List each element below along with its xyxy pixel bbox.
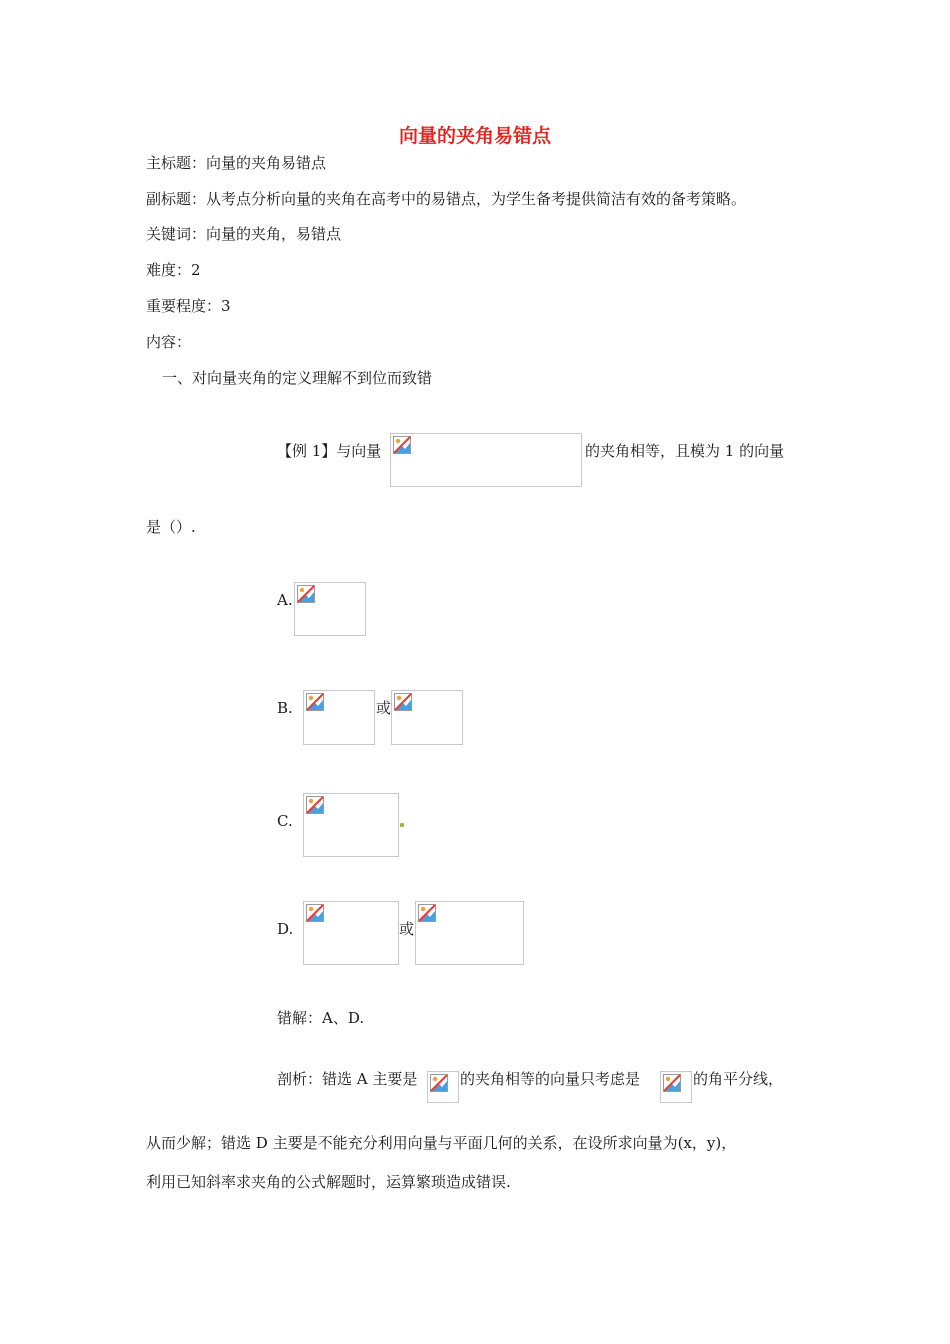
content-label: 内容： bbox=[146, 333, 192, 351]
analysis-suffix: 的角平分线， bbox=[693, 1070, 784, 1088]
analysis-image-1 bbox=[427, 1071, 459, 1103]
main-title-line: 主标题：向量的夹角易错点 bbox=[146, 154, 327, 172]
example1-suffix: 的夹角相等，且模为 1 的向量 bbox=[585, 442, 785, 460]
option-d-or: 或 bbox=[399, 920, 415, 938]
analysis-middle: 的夹角相等的向量只考虑是 bbox=[460, 1070, 641, 1088]
broken-image-icon bbox=[306, 796, 324, 814]
analysis-line-2: 从而少解；错选 D 主要是不能充分利用向量与平面几何的关系，在设所求向量为(x，y)， bbox=[146, 1134, 737, 1152]
importance-line: 重要程度：3 bbox=[146, 297, 231, 315]
option-b-label: B. bbox=[277, 699, 293, 717]
broken-image-icon bbox=[393, 436, 411, 454]
keywords-line: 关键词：向量的夹角，易错点 bbox=[146, 225, 342, 243]
broken-image-icon bbox=[297, 585, 315, 603]
option-a-image bbox=[294, 582, 366, 636]
option-c-image bbox=[303, 793, 399, 857]
example1-prefix: 【例 1】与向量 bbox=[277, 442, 382, 460]
option-a-label: A. bbox=[277, 591, 293, 609]
example1-tail: 是（）. bbox=[146, 518, 196, 536]
analysis-prefix: 剖析：错选 A 主要是 bbox=[277, 1070, 418, 1088]
broken-image-icon bbox=[306, 693, 324, 711]
subtitle-line: 副标题：从考点分析向量的夹角在高考中的易错点，为学生备考提供简洁有效的备考策略。 bbox=[146, 190, 747, 208]
broken-image-icon bbox=[394, 693, 412, 711]
wrong-answer-line: 错解：A、D. bbox=[277, 1009, 365, 1027]
broken-image-icon bbox=[306, 904, 324, 922]
edit-mark bbox=[400, 823, 404, 827]
analysis-image-2 bbox=[660, 1071, 692, 1103]
difficulty-line: 难度：2 bbox=[146, 261, 201, 279]
broken-image-icon bbox=[430, 1074, 448, 1092]
analysis-line-3: 利用已知斜率求夹角的公式解题时，运算繁琐造成错误. bbox=[146, 1173, 511, 1191]
vector-formula-image bbox=[390, 433, 582, 487]
broken-image-icon bbox=[418, 904, 436, 922]
option-b-image-1 bbox=[303, 690, 375, 745]
option-b-image-2 bbox=[391, 690, 463, 745]
document-title: 向量的夹角易错点 bbox=[398, 125, 551, 147]
option-d-image-1 bbox=[303, 901, 399, 965]
option-b-or: 或 bbox=[376, 699, 392, 717]
section-heading-1: 一、对向量夹角的定义理解不到位而致错 bbox=[162, 369, 433, 387]
broken-image-icon bbox=[663, 1074, 681, 1092]
option-d-image-2 bbox=[415, 901, 524, 965]
option-d-label: D. bbox=[277, 920, 294, 938]
option-c-label: C. bbox=[277, 812, 293, 830]
